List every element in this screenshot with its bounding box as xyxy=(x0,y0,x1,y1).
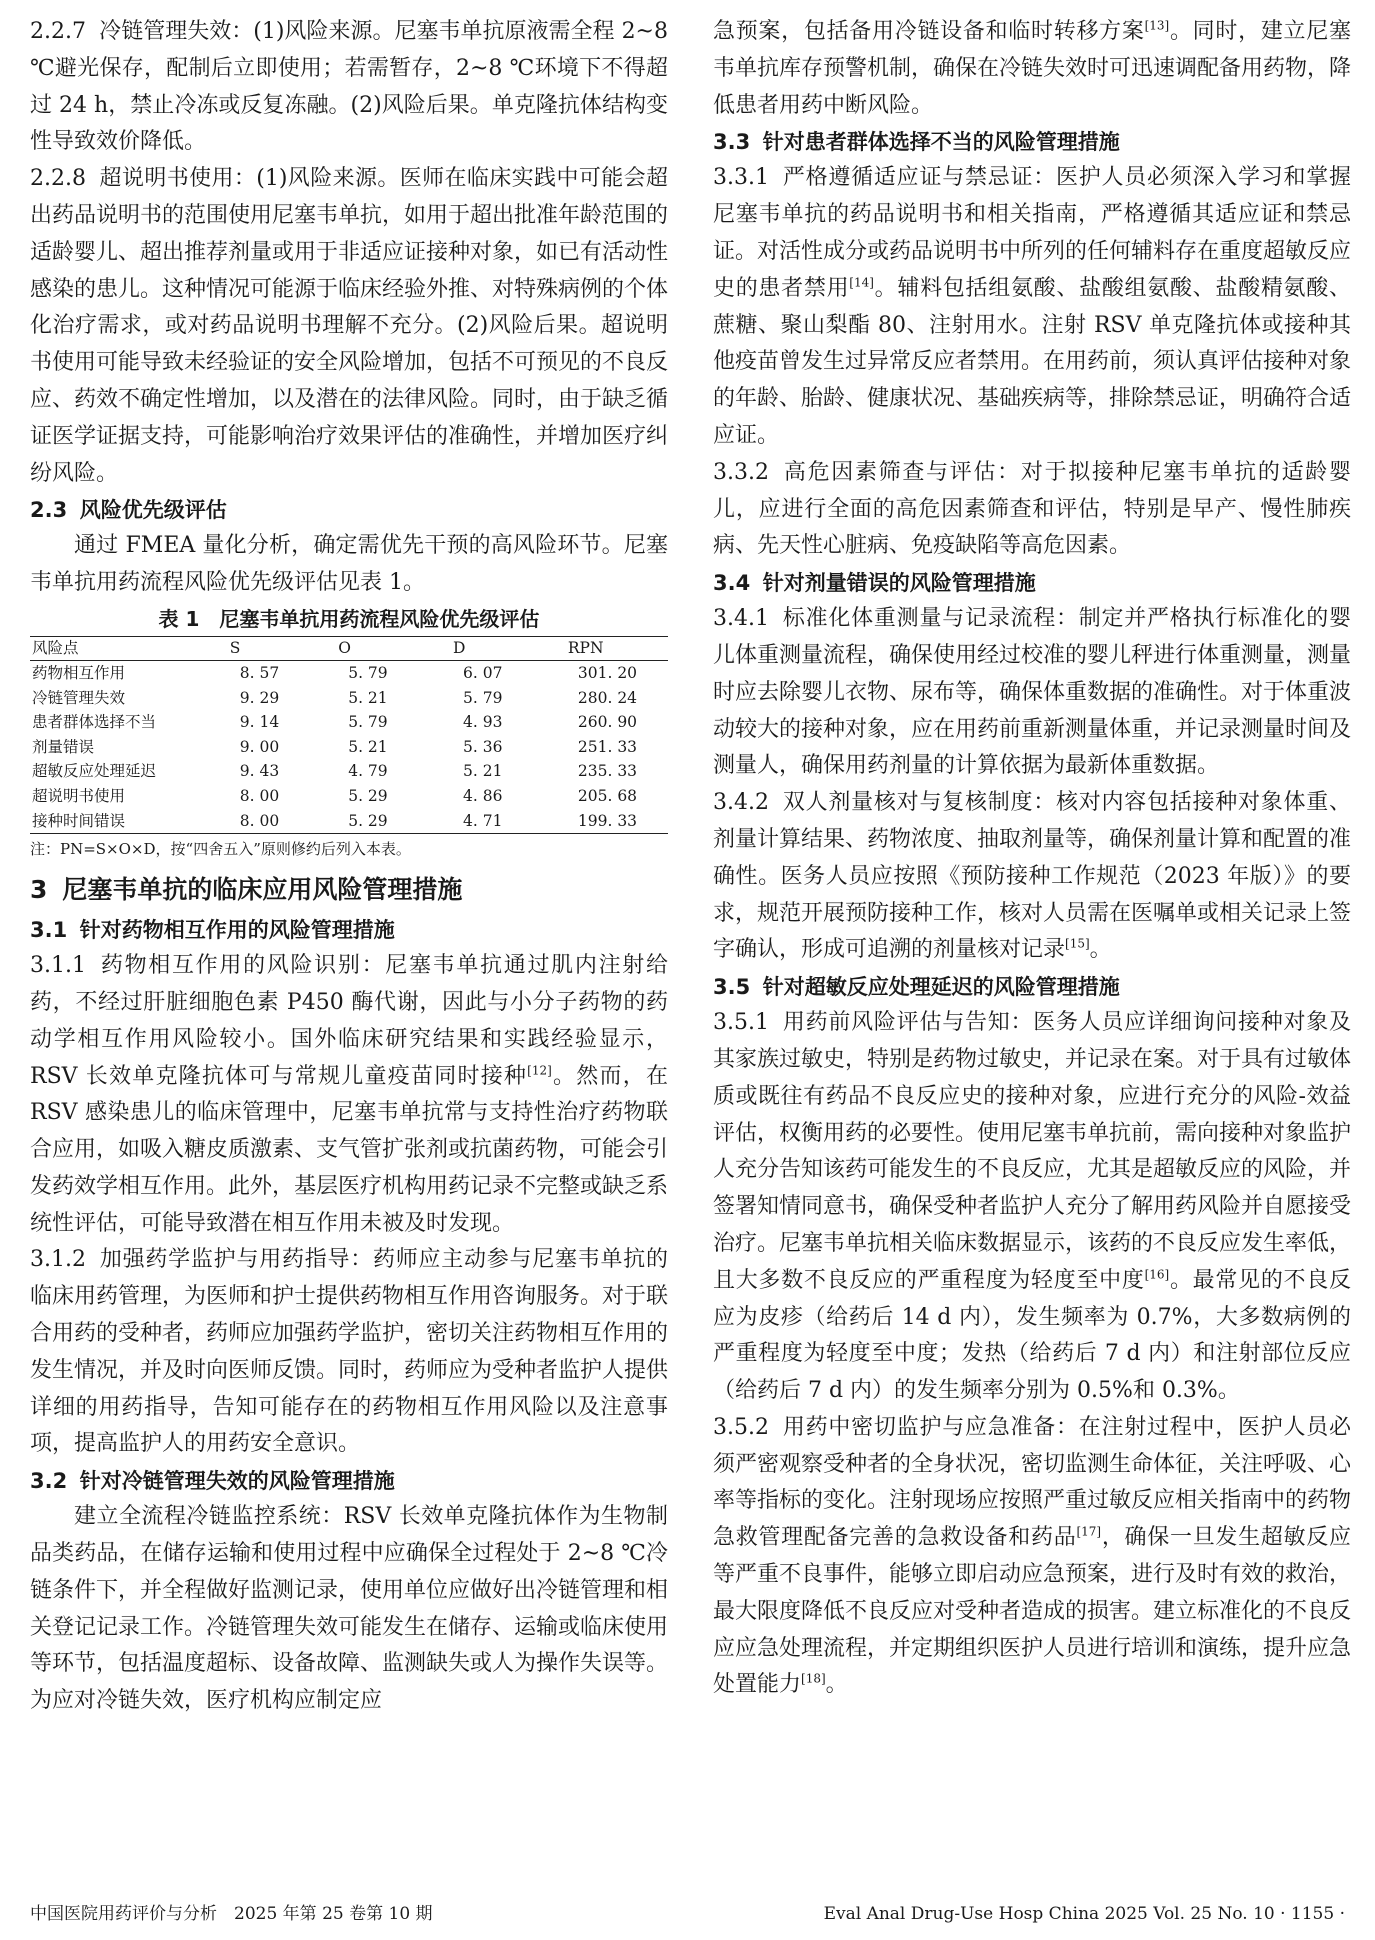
table-value-cell: 9. 14 xyxy=(239,713,280,732)
heading-number: 3.3 xyxy=(713,130,751,155)
section-number: 3.3.1 xyxy=(713,165,769,191)
table-value-cell: 8. 57 xyxy=(239,663,280,682)
right-column xyxy=(713,14,1351,1704)
section-number: 3.5.2 xyxy=(713,1414,769,1440)
table-row xyxy=(30,759,668,784)
heading-3 xyxy=(30,868,668,912)
citation-ref: [17] xyxy=(1076,1524,1102,1539)
table-value-cell: 280. 24 xyxy=(577,688,638,707)
table-row xyxy=(30,660,668,685)
table-header-cell: RPN xyxy=(566,636,668,660)
section-number: 2.2.8 xyxy=(30,166,86,192)
paragraph-text: ，确保一旦发生超敏反应等严重不良事件，能够立即启动应急预案，进行及时有效的救治，最大限度降低不良反应对受种者造成的损害。建立标准化的不良反应应急处理流程，并定期组织医护人员进行培训和演练，提升应急处置能力 xyxy=(713,1525,1352,1698)
section-number: 3.4.2 xyxy=(713,790,769,816)
table-value-cell: 251. 33 xyxy=(577,737,638,756)
table-1 xyxy=(30,636,668,834)
section-3-5-2 xyxy=(713,1410,1351,1704)
table-row xyxy=(30,809,668,834)
paragraph-text: 标准化体重测量与记录流程：制定并严格执行标准化的婴儿体重测量流程，确保使用经过校准的婴儿秤进行体重测量，测量时应去除婴儿衣物、尿布等，确保体重数据的准确性。对于体重波动较大的接种对象，应在用药前重新测量体重，并记录测量时间及测量人，确保用药剂量的计算依据为最新体重数据。 xyxy=(713,606,1352,779)
footer-journal-en: Eval Anal Drug-Use Hosp China 2025 Vol. 25 No. 10 · 1155 · xyxy=(823,1904,1345,1924)
paragraph-text: 。最常见的不良反应为皮疹（给药后 14 d 内），发生频率为 0.7%，大多数病例的严重程度为轻度至中度；发热（给药后 7 d 内）和注射部位反应（给药后 7 d 内）的发生频率分别为 0.5%和 0.3%。 xyxy=(713,1267,1351,1404)
heading-title: 风险优先级评估 xyxy=(79,498,227,523)
section-number: 2.2.7 xyxy=(30,19,86,44)
heading-3-4 xyxy=(713,565,1351,601)
heading-number: 3 xyxy=(30,875,48,905)
paragraph-text: 。同时，建立尼塞韦单抗库存预警机制，确保在冷链失效时可迅速调配备用药物，降低患者用药中断风险。 xyxy=(713,19,1352,118)
table-header-row xyxy=(30,636,668,660)
table-value-cell: 199. 33 xyxy=(566,809,668,834)
section-3-3-1 xyxy=(713,160,1351,454)
table-value-cell: 260. 90 xyxy=(577,713,638,732)
table-row xyxy=(30,710,668,735)
section-number: 3.4.1 xyxy=(713,606,769,632)
citation-ref: [15] xyxy=(1065,937,1090,951)
table-body xyxy=(30,660,668,833)
citation-ref: [14] xyxy=(849,275,874,290)
table-1-note: 注：PN=S×O×D，按“四舍五入”原则修约后列入本表。 xyxy=(30,840,411,859)
table-value-cell: 5. 36 xyxy=(463,737,503,756)
paragraph-text: 药物相互作用的风险识别：尼塞韦单抗通过肌内注射给药，不经过肝脏细胞色素 P450 酶代谢，因此与小分子药物的药动学相互作用风险较小。国外临床研究结果和实践经验显示，RSV 长效单克隆抗体可与常规儿童疫苗同时接种 xyxy=(30,953,668,1089)
paragraph-text: 。辅料包括组氨酸、盐酸组氨酸、盐酸精氨酸、蔗糖、聚山梨酯 80、注射用水。注射 RSV 单克隆抗体或接种其他疫苗曾发生过异常反应者禁用。在用药前，须认真评估接种对象的年龄、胎龄、健康状况、基础疾病等，排除禁忌证，明确符合适应证。 xyxy=(713,275,1352,448)
table-value-cell: 301. 20 xyxy=(577,663,638,682)
heading-title: 针对冷链管理失效的风险管理措施 xyxy=(79,1469,395,1494)
table-value-cell: 5. 79 xyxy=(463,688,503,707)
paragraph-2-3: 通过 FMEA 量化分析，确定需优先干预的高风险环节。尼塞韦单抗用药流程风险优先级评估见表 1。 xyxy=(30,533,668,596)
table-value-cell: 5. 79 xyxy=(348,713,388,732)
paragraph-text: 用药前风险评估与告知：医务人员应详细询问接种对象及其家族过敏史，特别是药物过敏史，并记录在案。对于具有过敏体质或既往有药品不良反应史的接种对象，应进行充分的风险-效益评估，权衡用药的必要性。使用尼塞韦单抗前，需向接种对象监护人充分告知该药可能发生的不良反应，尤其是超敏反应的风险，并签署知情同意书，确保受种者监护人充分了解用药风险并自愿接受治疗。尼塞韦单抗相关临床数据显示，该药的不良反应发生率低，且大多数不良反应的严重程度为轻度至中度 xyxy=(713,1010,1352,1293)
heading-title: 针对药物相互作用的风险管理措施 xyxy=(79,918,395,943)
table-value-cell: 8. 00 xyxy=(228,809,336,834)
risk-point-cell: 超敏反应处理延迟 xyxy=(32,762,157,781)
paragraph-text: 双人剂量核对与复核制度：核对内容包括接种对象体重、剂量计算结果、药物浓度、抽取剂量等，确保剂量计算和配置的准确性。医务人员应按照《预防接种工作规范（2023 年版）》的要求，规范开展预防接种工作，核对人员需在医嘱单或相关记录上签字确认，形成可追溯的剂量核对记录 xyxy=(713,790,1352,963)
table-value-cell: 5. 21 xyxy=(348,737,388,756)
table-header-cell: 风险点 xyxy=(30,636,228,660)
paragraph-3-2: 建立全流程冷链监控系统：RSV 长效单克隆抗体作为生物制品类药品，在储存运输和使用过程中应确保全过程处于 2~8 ℃冷链条件下，并全程做好监测记录，使用单位应做好出冷链管理和相关登记记录工作。冷链管理失效可能发生在储存、运输或临床使用等环节，包括温度超标、设备故障、监测缺失或人为操作失误等。为应对冷链失效，医疗机构应制定应 xyxy=(30,1504,669,1714)
section-number: 3.5.1 xyxy=(713,1010,769,1036)
section-3-4-1 xyxy=(713,601,1351,785)
paragraph-3-2-continued xyxy=(713,14,1351,124)
table-value-cell: 4. 93 xyxy=(463,713,503,732)
table-row xyxy=(30,735,668,760)
table-value-cell: 5. 29 xyxy=(348,786,388,805)
section-2-2-7 xyxy=(30,14,668,161)
heading-title: 针对患者群体选择不当的风险管理措施 xyxy=(762,130,1120,155)
left-column xyxy=(30,14,668,1720)
paragraph-text: 加强药学监护与用药指导：药师应主动参与尼塞韦单抗的临床用药管理，为医师和护士提供药物相互作用咨询服务。对于联合用药的受种者，药师应加强药学监护，密切关注药物相互作用的发生情况，并及时向医师反馈。同时，药师应为受种者监护人提供详细的用药指导，告知可能存在的药物相互作用风险以及注意事项，提高监护人的用药安全意识。 xyxy=(30,1247,669,1457)
table-value-cell: 5. 79 xyxy=(348,663,388,682)
section-number: 3.1.2 xyxy=(30,1247,86,1273)
section-3-3-2 xyxy=(713,455,1351,565)
section-2-2-8 xyxy=(30,161,668,492)
paragraph-text: 。然而，在 RSV 感染患儿的临床管理中，尼塞韦单抗常与支持性治疗药物联合应用，如吸入糖皮质激素、支气管扩张剂或抗菌药物，可能会引发药效学相互作用。此外，基层医疗机构用药记录不完整或缺乏系统性评估，可能导致潜在相互作用未被及时发现。 xyxy=(30,1063,669,1236)
heading-title: 尼塞韦单抗的临床应用风险管理措施 xyxy=(62,875,463,905)
footer-journal-cn: 中国医院用药评价与分析 2025 年第 25 卷第 10 期 xyxy=(30,1904,433,1924)
risk-point-cell: 接种时间错误 xyxy=(30,809,228,834)
table-value-cell: 5. 29 xyxy=(336,809,451,834)
heading-2-3 xyxy=(30,492,668,528)
risk-point-cell: 超说明书使用 xyxy=(32,786,126,805)
paragraph-text: 超说明书使用：(1)风险来源。医师在临床实践中可能会超出药品说明书的范围使用尼塞韦单抗，如用于超出批准年龄范围的适龄婴儿、超出推荐剂量或用于非适应证接种对象，如已有活动性感染的患儿。这种情况可能源于临床经验外推、对特殊病例的个体化治疗需求，或对药品说明书理解不充分。(2)风险后果。超说明书使用可能导致未经验证的安全风险增加，包括不可预见的不良反应、药效不确定性增加，以及潜在的法律风险。同时，由于缺乏循证医学证据支持，可能影响治疗效果评估的准确性，并增加医疗纠纷风险。 xyxy=(30,166,669,486)
heading-title: 针对超敏反应处理延迟的风险管理措施 xyxy=(762,975,1120,1000)
table-value-cell: 9. 43 xyxy=(239,762,280,781)
paragraph-text: 。 xyxy=(1089,937,1112,963)
table-row xyxy=(30,784,668,809)
paragraph-text: 严格遵循适应证与禁忌证：医护人员必须深入学习和掌握尼塞韦单抗的药品说明书和相关指南，严格遵循其适应证和禁忌证。对活性成分或药品说明书中所列的任何辅料存在重度超敏反应史的患者禁用 xyxy=(713,165,1352,301)
heading-3-2 xyxy=(30,1463,668,1499)
table-value-cell: 9. 00 xyxy=(239,737,280,756)
risk-point-cell: 剂量错误 xyxy=(32,737,95,756)
table-value-cell: 6. 07 xyxy=(463,663,503,682)
citation-ref: [13] xyxy=(1144,18,1170,33)
table-value-cell: 4. 86 xyxy=(463,786,503,805)
heading-number: 3.1 xyxy=(30,918,68,943)
table-header-cell: O xyxy=(336,636,451,660)
heading-number: 3.4 xyxy=(713,571,751,596)
heading-number: 2.3 xyxy=(30,498,68,523)
section-3-1-2 xyxy=(30,1242,668,1463)
table-value-cell: 9. 29 xyxy=(239,688,280,707)
table-value-cell: 235. 33 xyxy=(577,762,638,781)
heading-number: 3.5 xyxy=(713,975,751,1000)
section-number: 3.3.2 xyxy=(713,459,769,485)
heading-3-3 xyxy=(713,124,1351,160)
section-number: 3.1.1 xyxy=(30,953,86,979)
table-1-title: 表 1 尼塞韦单抗用药流程风险优先级评估 xyxy=(158,606,540,631)
citation-ref: [16] xyxy=(1144,1267,1170,1282)
table-header-cell: S xyxy=(228,636,336,660)
paragraph-text: 冷链管理失效：(1)风险来源。尼塞韦单抗原液需全程 2~8 ℃避光保存，配制后立即使用；若需暂存，2~8 ℃环境下不得超过 24 h，禁止冷冻或反复冻融。(2)风险后果。单克隆抗体结构变性导致效价降低。 xyxy=(30,19,668,155)
heading-3-5 xyxy=(713,969,1351,1005)
citation-ref: [18] xyxy=(801,1672,826,1687)
paragraph-text: 。 xyxy=(825,1672,848,1698)
table-row xyxy=(30,686,668,711)
section-3-4-2 xyxy=(713,785,1351,969)
table-value-cell: 5. 21 xyxy=(463,762,503,781)
heading-3-1 xyxy=(30,912,668,948)
heading-number: 3.2 xyxy=(30,1469,68,1494)
table-value-cell: 8. 00 xyxy=(239,786,280,805)
table-header-cell: D xyxy=(451,636,566,660)
table-value-cell: 5. 21 xyxy=(348,688,388,707)
paragraph-text: 用药中密切监护与应急准备：在注射过程中，医护人员必须严密观察受种者的全身状况，密切监测生命体征，关注呼吸、心率等指标的变化。注射现场应按照严重过敏反应相关指南中的药物急救管理配备完善的急救设备和药品 xyxy=(713,1414,1352,1551)
citation-ref: [12] xyxy=(527,1063,552,1078)
section-3-5-1 xyxy=(713,1005,1351,1410)
heading-title: 针对剂量错误的风险管理措施 xyxy=(762,571,1036,596)
risk-point-cell: 患者群体选择不当 xyxy=(32,713,157,732)
table-value-cell: 205. 68 xyxy=(577,786,638,805)
risk-point-cell: 药物相互作用 xyxy=(32,663,126,682)
paragraph-text: 急预案，包括备用冷链设备和临时转移方案 xyxy=(713,19,1145,44)
table-value-cell: 4. 71 xyxy=(451,809,566,834)
section-3-1-1 xyxy=(30,948,668,1242)
risk-point-cell: 冷链管理失效 xyxy=(32,688,126,707)
table-value-cell: 4. 79 xyxy=(348,762,388,781)
paragraph-text: 高危因素筛查与评估：对于拟接种尼塞韦单抗的适龄婴儿，应进行全面的高危因素筛查和评估，特别是早产、慢性肺疾病、先天性心脏病、免疫缺陷等高危因素。 xyxy=(713,459,1351,559)
